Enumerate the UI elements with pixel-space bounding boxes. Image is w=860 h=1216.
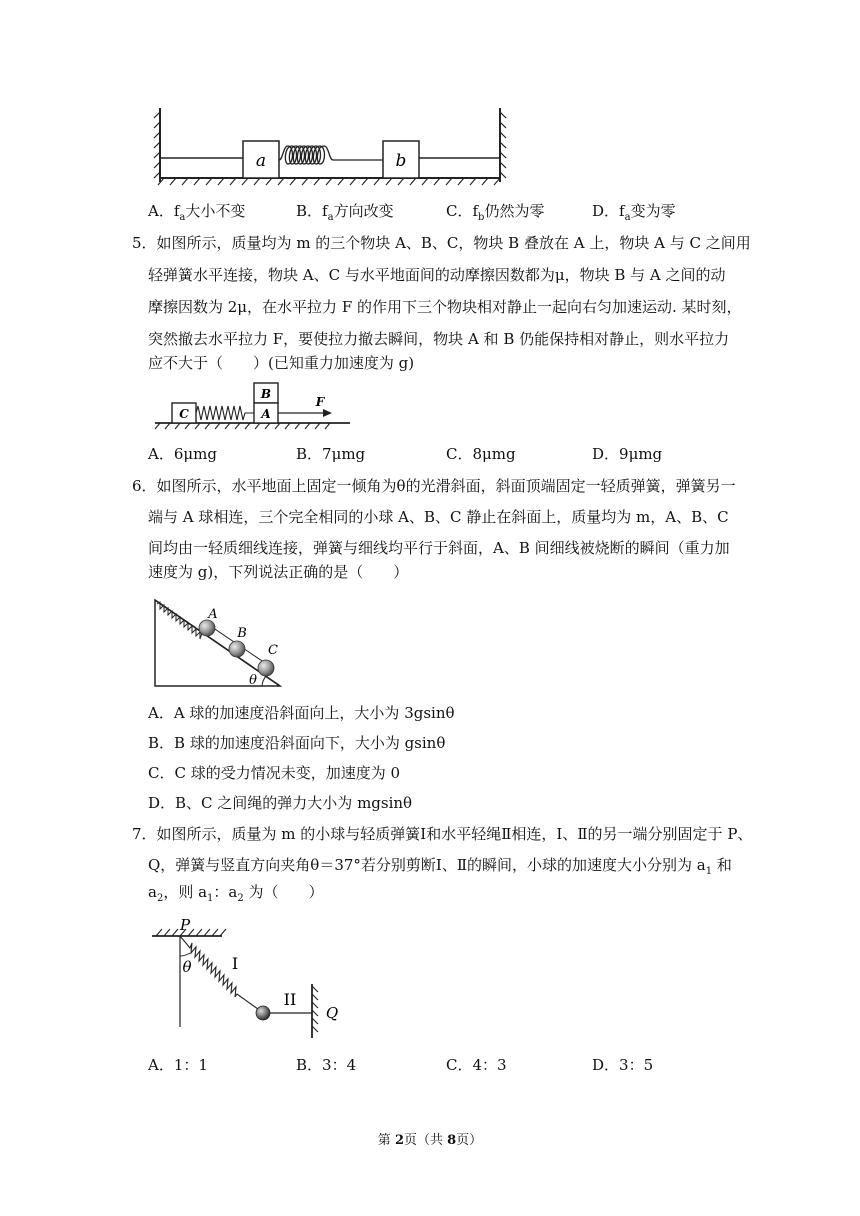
q5-option-a: A．6μmg: [148, 445, 217, 463]
figure-spring-ball-rope: [150, 912, 350, 1042]
q5-line-3: 摩擦因数为 2μ，在水平拉力 F 的作用下三个物块相对静止一起向右匀加速运动. 某时刻，: [148, 298, 742, 316]
q7-line-2: Q，弹簧与竖直方向夹角θ＝37°若分别剪断Ⅰ、Ⅱ的瞬间，小球的加速度大小分别为 $a_1$ 和: [148, 856, 732, 877]
ball-a-label: A: [208, 607, 218, 622]
q5-line-2: 轻弹簧水平连接，物块 A、C 与水平地面间的动摩擦因数都为μ，物块 B 与 A 之间的动: [148, 266, 726, 284]
q5-line-1: 5．如图所示，质量均为 m 的三个物块 A、B、C，物块 B 叠放在 A 上，物块 A 与 C 之间用: [132, 234, 751, 252]
q7-option-c: C．4：3: [446, 1056, 507, 1074]
ball-a: [199, 620, 215, 636]
q6-line-4: 速度为 g)，下列说法正确的是（ ）: [148, 563, 409, 581]
ball-b: [229, 641, 245, 657]
q5-option-d: D．9μmg: [592, 445, 663, 463]
q6-option-b: B．B 球的加速度沿斜面向下，大小为 gsinθ: [148, 734, 446, 752]
page-total: 8: [447, 1133, 457, 1148]
q6-line-2: 端与 A 球相连，三个完全相同的小球 A、B、C 静止在斜面上，质量均为 m，A、B、C: [148, 508, 729, 526]
q5-line-4: 突然撤去水平拉力 F，要使拉力撤去瞬间，物块 A 和 B 仍能保持相对静止，则水平拉力: [148, 330, 730, 348]
figure-spring-blocks: [150, 100, 510, 190]
point-q-label: Q: [325, 1004, 339, 1022]
point-p-label: P: [179, 916, 191, 934]
page-number: 2: [394, 1133, 404, 1148]
q5-line-5: 应不大于（ ）(已知重力加速度为 g): [148, 354, 415, 372]
q4-option-a: A．$f_a$大小不变: [148, 202, 246, 223]
q7-line-1: 7．如图所示，质量为 m 的小球与轻质弹簧Ⅰ和水平轻绳Ⅱ相连，Ⅰ、Ⅱ的另一端分别固定于 P、: [132, 825, 753, 843]
block-b-label: B: [260, 387, 272, 401]
q7-option-d: D．3：5: [592, 1056, 654, 1074]
ball-b-label: B: [237, 626, 247, 641]
q6-option-a: A．A 球的加速度沿斜面向上，大小为 3gsinθ: [148, 704, 455, 722]
force-f-label: F: [315, 395, 325, 409]
q6-option-d: D．B、C 之间绳的弹力大小为 mgsinθ: [148, 794, 413, 812]
q4-option-d: D．$f_a$变为零: [592, 202, 676, 223]
ball: [256, 1006, 270, 1020]
page-footer: 第 2页（共 8页）: [377, 1133, 483, 1148]
spring: [279, 146, 383, 164]
q6-line-1: 6．如图所示，水平地面上固定一倾角为θ的光滑斜面，斜面顶端固定一轻质弹簧，弹簧另一: [132, 477, 736, 495]
ball-c-label: C: [268, 643, 278, 658]
ball-c: [258, 660, 274, 676]
q4-option-c: C．$f_b$仍然为零: [446, 202, 545, 223]
q5-option-b: B．7μmg: [296, 445, 366, 463]
block-a-label: A: [261, 407, 271, 421]
angle-theta-label: θ: [182, 958, 192, 976]
angle-theta-label: θ: [249, 673, 257, 688]
figure-incline-balls: [150, 596, 290, 691]
q7-option-b: B．3：4: [296, 1056, 357, 1074]
q4-option-b: B．$f_a$方向改变: [296, 202, 394, 223]
q7-option-a: A．1：1: [148, 1056, 208, 1074]
rope-ii-label: II: [283, 990, 297, 1009]
spring-i-label: I: [231, 954, 239, 973]
block-b-label: b: [395, 151, 407, 171]
q6-line-3: 间均由一轻质细线连接，弹簧与细线均平行于斜面，A、B 间细线被烧断的瞬间（重力加: [148, 539, 730, 557]
figure-blocks-cab: [150, 378, 350, 430]
block-a-label: a: [255, 151, 267, 171]
q5-option-c: C．8μmg: [446, 445, 516, 463]
q6-option-c: C．C 球的受力情况未变，加速度为 0: [148, 764, 401, 782]
q7-line-3: $a_2$，则 $a_1$：$a_2$ 为（ ）: [148, 883, 324, 904]
block-c-label: C: [179, 407, 189, 421]
